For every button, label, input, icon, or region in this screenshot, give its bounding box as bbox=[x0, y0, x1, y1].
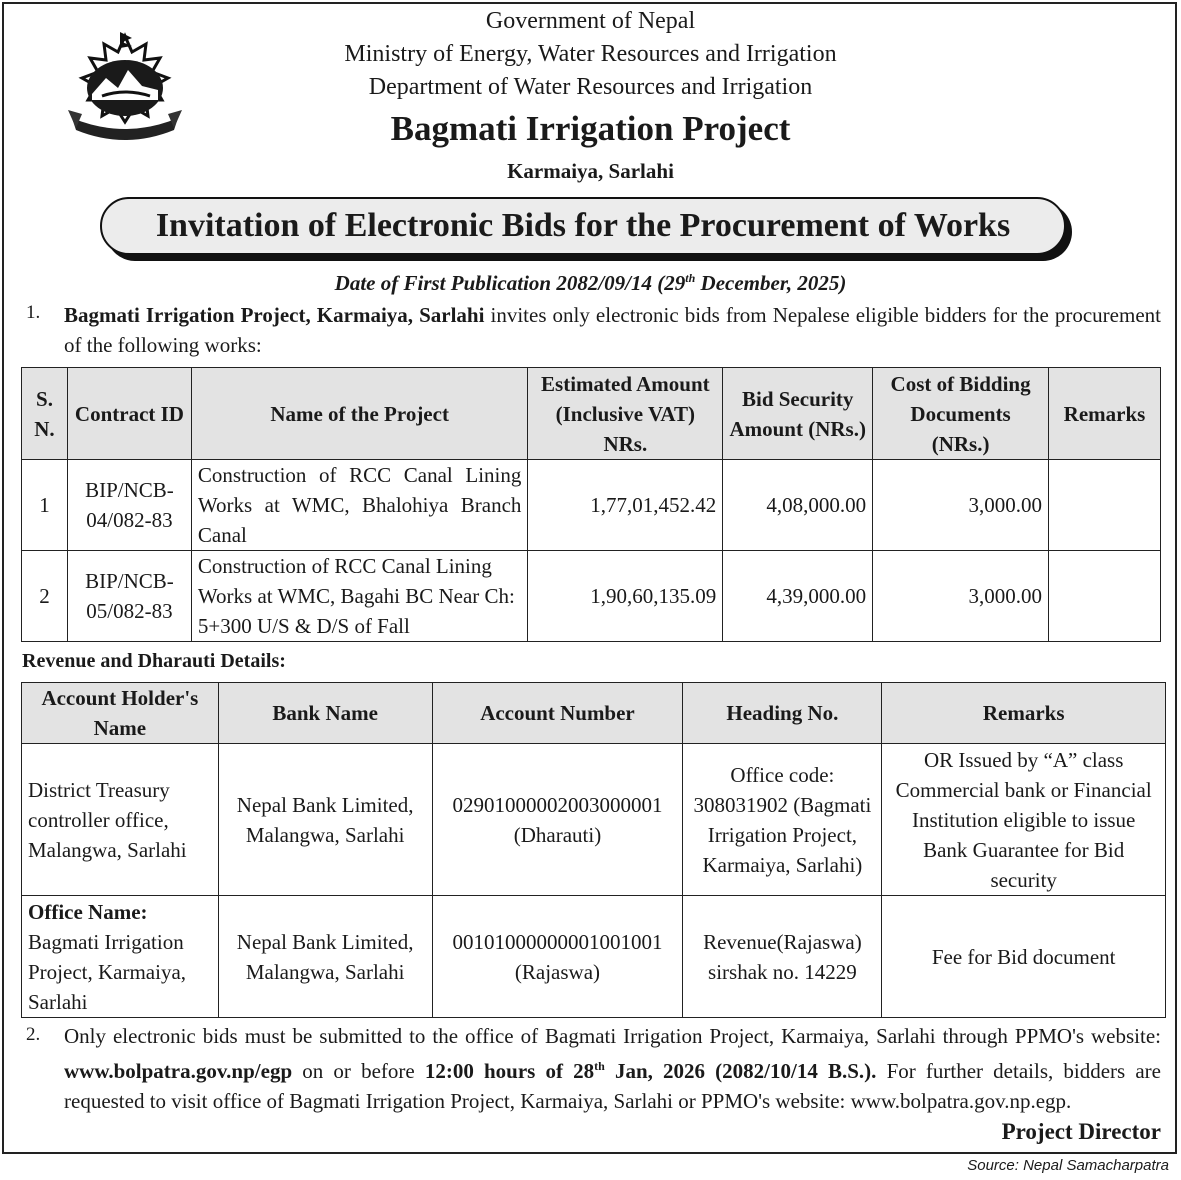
department-line: Department of Water Resources and Irrigation bbox=[368, 74, 813, 100]
sn-cell: 2 bbox=[22, 551, 68, 642]
revenue-table bbox=[21, 682, 1166, 1018]
col-header: Bank Name bbox=[218, 683, 432, 744]
table-row bbox=[22, 744, 1166, 896]
bid-security-cell: 4,39,000.00 bbox=[723, 551, 873, 642]
col-header: Bid Security Amount (NRs.) bbox=[723, 368, 873, 460]
account-type: (Dharauti) bbox=[513, 822, 602, 847]
signatory: Project Director bbox=[1001, 1119, 1161, 1144]
col-header: Cost of Bidding Documents (NRs.) bbox=[873, 368, 1049, 460]
col-header: Name of the Project bbox=[191, 368, 527, 460]
contract-id-cell: BIP/NCB-05/082-83 bbox=[67, 551, 191, 642]
bank-cell: Nepal Bank Limited, Malangwa, Sarlahi bbox=[218, 744, 432, 896]
table-row bbox=[22, 896, 1166, 1018]
revenue-section-title: Revenue and Dharauti Details: bbox=[22, 650, 286, 672]
account-number: 00101000000001001001 bbox=[452, 929, 663, 954]
project-location: Karmaiya, Sarlahi bbox=[507, 159, 674, 183]
holder-label: Office Name: bbox=[28, 899, 148, 924]
government-line: Government of Nepal bbox=[485, 8, 696, 34]
contract-id-cell: BIP/NCB-04/082-83 bbox=[67, 460, 191, 551]
doc-cost-cell: 3,000.00 bbox=[873, 551, 1049, 642]
item-number: 1. bbox=[26, 302, 41, 323]
col-header: S. N. bbox=[22, 368, 68, 460]
project-cell: Construction of RCC Canal Lining Works at WMC, Bhalohiya Branch Canal bbox=[191, 460, 527, 551]
holder-cell bbox=[22, 744, 219, 896]
item-number: 2. bbox=[26, 1024, 41, 1045]
remarks-cell bbox=[1049, 551, 1161, 642]
project-title: Bagmati Irrigation Project bbox=[390, 109, 791, 148]
works-table-header bbox=[22, 368, 1161, 460]
bank-cell: Nepal Bank Limited, Malangwa, Sarlahi bbox=[218, 896, 432, 1018]
estimated-cell: 1,77,01,452.42 bbox=[528, 460, 723, 551]
publication-date: Date of First Publication 2082/09/14 (29th December, 2025) bbox=[334, 271, 847, 295]
col-header: Heading No. bbox=[683, 683, 882, 744]
remarks-cell bbox=[1049, 460, 1161, 551]
table-row bbox=[22, 460, 1161, 551]
estimated-cell: 1,90,60,135.09 bbox=[528, 551, 723, 642]
project-cell: Construction of RCC Canal Lining Works at WMC, Bagahi BC Near Ch: 5+300 U/S & D/S of Fall bbox=[191, 551, 527, 642]
col-header: Remarks bbox=[882, 683, 1166, 744]
ministry-line: Ministry of Energy, Water Resources and Irrigation bbox=[344, 41, 837, 67]
heading-cell: Office code: 308031902 (Bagmati Irrigation Project, Karmaiya, Sarlahi) bbox=[683, 744, 882, 896]
submission-paragraph: Only electronic bids must be submitted to the office of Bagmati Irrigation Project, Karmaiya, Sarlahi through PPMO's website: www.bolpatra.gov.np/egp on or before 12:00 hours of 28th Jan, 2026 (2082/10/14 B.S.). For further details, bidders are requested to visit office of Bagmati Irrigation Project, Karmaiya, Sarlahi or PPMO's website: www.bolpatra.gov.np.egp. bbox=[64, 1024, 1161, 1113]
account-type: (Rajaswa) bbox=[514, 959, 601, 984]
invitation-paragraph: Bagmati Irrigation Project, Karmaiya, Sarlahi invites only electronic bids from Nepalese eligible bidders for the procurement of the following works: bbox=[64, 303, 1161, 357]
col-header: Contract ID bbox=[67, 368, 191, 460]
col-header: Estimated Amount (Inclusive VAT) NRs. bbox=[528, 368, 723, 460]
remarks-cell: OR Issued by “A” class Commercial bank or Financial Institution eligible to issue Bank Guarantee for Bid security bbox=[882, 744, 1166, 896]
remarks-cell: Fee for Bid document bbox=[882, 896, 1166, 1018]
account-cell bbox=[432, 744, 683, 896]
revenue-table-header bbox=[22, 683, 1166, 744]
bid-security-cell: 4,08,000.00 bbox=[723, 460, 873, 551]
col-header: Remarks bbox=[1049, 368, 1161, 460]
table-row bbox=[22, 551, 1161, 642]
col-header: Account Holder's Name bbox=[22, 683, 219, 744]
sn-cell: 1 bbox=[22, 460, 68, 551]
source-credit: Source: Nepal Samacharpatra bbox=[967, 1157, 1169, 1174]
col-header: Account Number bbox=[432, 683, 683, 744]
heading-cell: Revenue(Rajaswa) sirshak no. 14229 bbox=[683, 896, 882, 1018]
holder-name: Bagmati Irrigation Project, Karmaiya, Sarlahi bbox=[28, 929, 187, 1014]
works-table bbox=[21, 367, 1161, 642]
account-number: 02901000002003000001 bbox=[452, 792, 663, 817]
account-cell bbox=[432, 896, 683, 1018]
notice-title: Invitation of Electronic Bids for the Procurement of Works bbox=[100, 197, 1066, 255]
holder-name: District Treasury controller office, Malangwa, Sarlahi bbox=[28, 777, 187, 862]
holder-cell bbox=[22, 896, 219, 1018]
doc-cost-cell: 3,000.00 bbox=[873, 460, 1049, 551]
